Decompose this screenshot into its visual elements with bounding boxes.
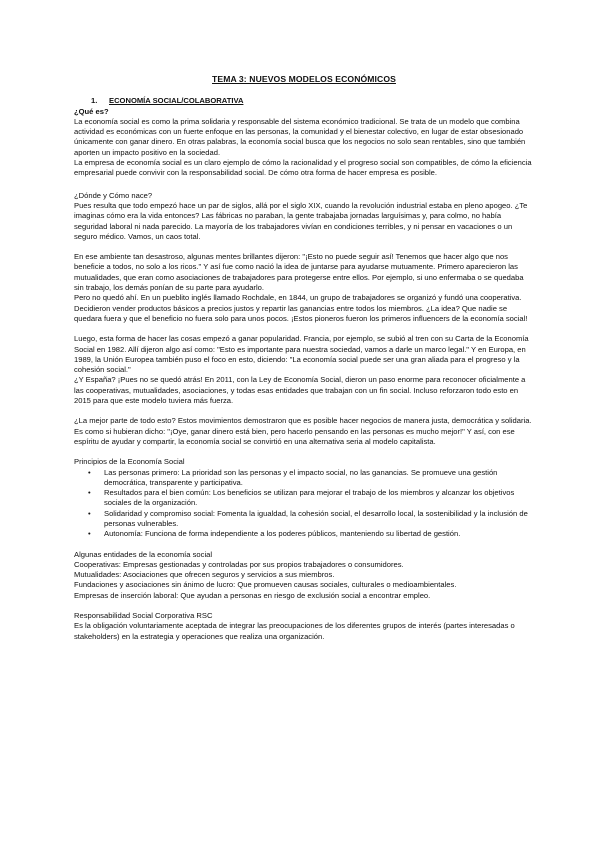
entity-line: Empresas de inserción laboral: Que ayudan a personas en riesgo de exclusión social a encontrar empleo.	[74, 590, 431, 600]
bullet-icon: •	[88, 529, 91, 539]
entity-line: Mutualidades: Asociaciones que ofrecen seguros y servicios a sus miembros.	[74, 570, 335, 580]
paragraph: Luego, esta forma de hacer las cosas empezó a ganar popularidad. Francia, por ejemplo, se subió al tren con su Carta de la Economía Social en 1982. Allí dijeron algo así como: "Esto es importante para nuestra sociedad, vamos a darle un marco legal." Y en Europa, en 1989, la Unión Europea también puso el foco en esto, diciendo: "La economía social puede ser una gran aliada para el progreso y la cohesión social."	[74, 334, 529, 375]
section-heading	[91, 96, 534, 106]
bullet-icon: •	[88, 488, 91, 498]
paragraph: ¿Y España? ¡Pues no se quedó atrás! En 2011, con la Ley de Economía Social, dieron un paso enorme para reconocer oficialmente a las cooperativas, mutualidades, asociaciones, y todas esas entidades que trabajan con un fin social. Incluso reforzaron todo esto en 2015 para que este modelo tuviera más fuerza.	[74, 375, 526, 406]
heading-que-es: ¿Qué es?	[74, 106, 109, 116]
paragraph: ¿La mejor parte de todo esto? Estos movimientos demostraron que es posible hacer negocios de manera justa, democrática y solidaria. Es como si hubieran dicho: "¡Oye, ganar dinero está bien, pero hacerlo pensando en las personas es mucho mejor!" Y así, con ese espíritu de ayudar y compartir, la economía social se convirtió en una alternativa seria al modelo capitalista.	[74, 416, 532, 446]
list-item: • Solidaridad y compromiso social: Fomenta la igualdad, la cohesión social, el desarrollo local, la sostenibilidad y la inclusión de personas vulnerables.	[88, 508, 528, 528]
entity-line: Cooperativas: Empresas gestionadas y controladas por sus propios trabajadores o consumidores.	[74, 559, 404, 569]
paragraph: Pero no quedó ahí. En un pueblito inglés llamado Rochdale, en 1844, un grupo de trabajadores se organizó y fundó una cooperativa. Decidieron vender productos básicos a precios justos y repartir las ganancias entre todos los miembros. ¿La idea? Que nadie se quedara fuera y que el beneficio no fuera solo para unos pocos. ¡Estos pioneros fueron los primeros influencers de la economía social!	[74, 293, 528, 323]
paragraph: La economía social es como la prima solidaria y responsable del sistema económico tradicional. Se trata de un modelo que combina actividad es económicas con un fuerte enfoque en las personas, la comunidad y el bienestar colectivo, en lugar de estar obsesionado únicamente con ganar dinero. En otras palabras, la economía social busca que los negocios no solo sean rentables, sino que también aporten un impacto positivo en la sociedad.	[74, 116, 526, 157]
principles-list	[74, 468, 534, 540]
paragraph: En ese ambiente tan desastroso, algunas mentes brillantes dijeron: "¡Esto no puede seguir así! Tenemos que hacer algo que nos beneficie a todos, no solo a los ricos." Y así fue como nació la idea de juntarse para ayudarse mutuamente. Primero aparecieron las mutualidades, que eran como asociaciones de trabajadores para protegerse entre ellos. Por ejemplo, si uno enfermaba o se quedaba sin trabajo, los demás ponían de su parte para ayudarlo.	[74, 252, 524, 293]
heading-donde: ¿Dónde y Cómo nace?	[74, 190, 153, 200]
paragraph: Pues resulta que todo empezó hace un par de siglos, allá por el siglo XIX, cuando la revolución industrial estaba en pleno apogeo. ¿Te imaginas cómo era la vida entonces? Las fábricas no paraban, la gente trabajaba jornadas larguísimas y, para colmo, no había seguridad laboral ni nada parecido. La mayoría de los trabajadores vivían en condiciones terribles, y ni pensar en vacaciones o un seguro médico. Vamos, un caos total.	[74, 200, 528, 241]
section-label: ECONOMÍA SOCIAL/COLABORATIVA	[109, 96, 244, 106]
heading-principios: Principios de la Economía Social	[74, 457, 185, 467]
paragraph: Es la obligación voluntariamente aceptada de integrar las preocupaciones de los diferentes grupos de interés (partes interesadas o stakeholders) en la estrategia y operaciones que realiza una organización.	[74, 621, 515, 641]
entity-line: Fundaciones y asociaciones sin ánimo de lucro: Que promueven causas sociales, culturales o medioambientales.	[74, 580, 457, 590]
heading-entidades: Algunas entidades de la economía social	[74, 549, 213, 559]
list-item: • Resultados para el bien común: Los beneficios se utilizan para mejorar el trabajo de los miembros y alcanzar los objetivos sociales de la organización.	[88, 488, 515, 508]
bullet-icon: •	[88, 508, 91, 518]
document-title: TEMA 3: NUEVOS MODELOS ECONÓMICOS	[212, 74, 396, 84]
heading-rsc: Responsabilidad Social Corporativa RSC	[74, 611, 213, 621]
paragraph: La empresa de economía social es un claro ejemplo de cómo la racionalidad y el progreso social son compatibles, de cómo la eficiencia empresarial puede convivir con la responsabilidad social. De cómo otra forma de hacer empresa es posible.	[74, 158, 532, 178]
list-item: • Las personas primero: La prioridad son las personas y el impacto social, no las ganancias. Se promueve una gestión democrática, transparente y participativa.	[88, 467, 498, 487]
list-item: • Autonomía: Funciona de forma independiente a los poderes públicos, manteniendo su libertad de gestión.	[88, 529, 461, 539]
section-number: 1.	[91, 96, 98, 106]
bullet-icon: •	[88, 467, 91, 477]
document-body	[74, 74, 534, 642]
